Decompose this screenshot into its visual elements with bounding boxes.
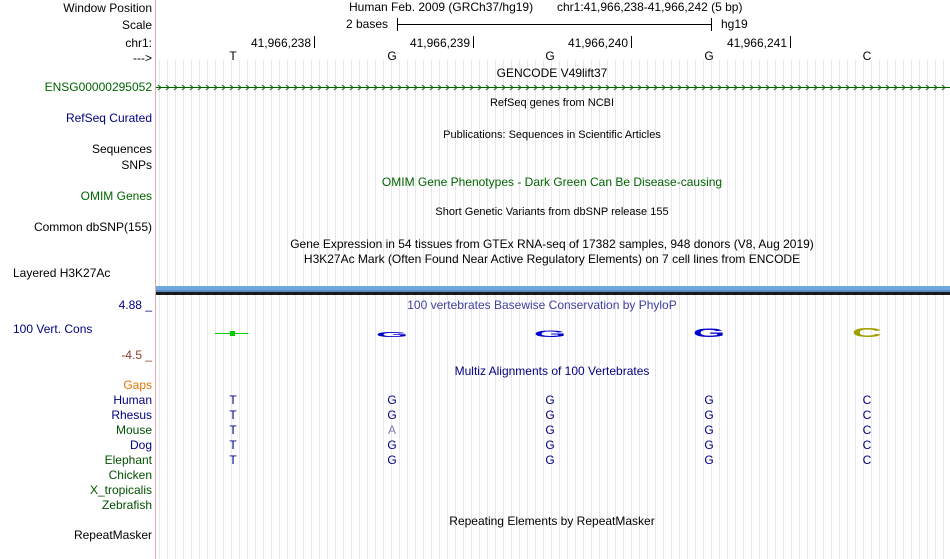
species-label[interactable]: Zebrafish (101, 498, 152, 512)
species-label[interactable]: Elephant (104, 453, 152, 467)
phylop-logo-t-stem (230, 331, 235, 336)
alignment-base: G (545, 438, 555, 452)
alignment-base: C (862, 453, 872, 467)
gaps-label[interactable]: Gaps (123, 378, 152, 392)
phylop-logo-glyph: C (851, 325, 883, 340)
position-title: chr1:41,966,238-41,966,242 (5 bp) (557, 0, 743, 14)
ruler-tick-label: 41,966,240 (567, 36, 628, 50)
species-label[interactable]: Human (113, 393, 152, 407)
species-label[interactable]: X_tropicalis (89, 483, 152, 497)
alignment-base: T (229, 393, 237, 407)
species-label[interactable]: Dog (129, 438, 152, 452)
window-position-label: Window Position (63, 1, 152, 15)
scale-db-text: hg19 (721, 17, 748, 31)
gencode-track-title[interactable]: GENCODE V49lift37 (496, 66, 608, 80)
reference-base: C (862, 49, 872, 63)
ruler-tick-label: 41,966,241 (726, 36, 787, 50)
phylop-logo-glyph: G (533, 329, 567, 340)
alignment-base: C (862, 408, 872, 422)
layered-h3k27ac-label[interactable]: Layered H3K27Ac (13, 266, 111, 280)
h3k27ac-bar-shadow (156, 290, 950, 292)
alignment-base: G (704, 438, 714, 452)
phylop-logo-glyph: G (375, 330, 409, 339)
omim-track-title[interactable]: OMIM Gene Phenotypes - Dark Green Can Be Disease-causing (381, 175, 723, 189)
sequences-label[interactable]: Sequences (91, 142, 152, 156)
alignment-base: G (704, 408, 714, 422)
track-labels-column (0, 0, 156, 559)
alignment-base: T (229, 453, 237, 467)
repeatmasker-track-title[interactable]: Repeating Elements by RepeatMasker (449, 514, 655, 528)
species-label[interactable]: Rhesus (111, 408, 152, 422)
phylop-track-title[interactable]: 100 vertebrates Basewise Conservation by PhyloP (407, 298, 677, 312)
scale-label: Scale (121, 18, 152, 32)
refseq-track-title[interactable]: RefSeq genes from NCBI (489, 97, 615, 109)
refseq-curated-label[interactable]: RefSeq Curated (65, 111, 152, 125)
alignment-base: T (229, 408, 237, 422)
h3k27ac-track-title[interactable]: H3K27Ac Mark (Often Found Near Active Regulatory Elements) on 7 cell lines from ENCODE (303, 252, 801, 266)
alignment-base: G (545, 453, 555, 467)
gtex-track-title[interactable]: Gene Expression in 54 tissues from GTEx RNA-seq of 17382 samples, 948 donors (V8, Aug 2019) (290, 237, 814, 251)
alignment-base: G (704, 393, 714, 407)
alignment-base: T (229, 423, 237, 437)
repeatmasker-label[interactable]: RepeatMasker (73, 528, 152, 542)
gencode-gene-label[interactable]: ENSG00000295052 (44, 80, 152, 94)
alignment-base: G (387, 408, 397, 422)
phylop-logo-glyph: G (692, 326, 726, 340)
chrom-label: chr1: (125, 36, 152, 50)
dbsnp-track-title[interactable]: Short Genetic Variants from dbSNP release 155 (435, 206, 669, 218)
h3k27ac-baseline (156, 292, 950, 295)
alignment-base: G (545, 408, 555, 422)
cons-min-label: -4.5 _ (121, 348, 152, 362)
assembly-title: Human Feb. 2009 (GRCh37/hg19) (349, 0, 534, 14)
publications-track-title[interactable]: Publications: Sequences in Scientific Articles (443, 129, 661, 141)
alignment-base: G (704, 423, 714, 437)
cons-max-label: 4.88 _ (118, 298, 152, 312)
ruler-tick-label: 41,966,239 (409, 36, 470, 50)
reference-base: G (704, 49, 714, 63)
alignment-base: C (862, 393, 872, 407)
alignment-base: G (387, 453, 397, 467)
reference-base: T (229, 49, 237, 63)
reference-base: G (545, 49, 555, 63)
strand-arrow-label: ---> (133, 51, 152, 65)
species-label[interactable]: Mouse (115, 423, 152, 437)
snps-label[interactable]: SNPs (121, 158, 152, 172)
alignment-base: C (862, 438, 872, 452)
track-data-area[interactable] (156, 0, 950, 559)
scale-bases-text: 2 bases (346, 17, 389, 31)
browser-grid (156, 0, 950, 559)
vert-cons-label[interactable]: 100 Vert. Cons (13, 322, 93, 336)
alignment-base: A (387, 423, 397, 437)
common-dbsnp-label[interactable]: Common dbSNP(155) (33, 220, 152, 234)
omim-genes-label[interactable]: OMIM Genes (80, 189, 152, 203)
species-label[interactable]: Chicken (108, 468, 152, 482)
alignment-base: G (545, 393, 555, 407)
alignment-base: G (704, 453, 714, 467)
reference-base: G (387, 49, 397, 63)
alignment-base: G (387, 393, 397, 407)
alignment-base: G (387, 438, 397, 452)
h3k27ac-bar (156, 286, 950, 290)
ruler-tick-label: 41,966,238 (250, 36, 311, 50)
alignment-base: T (229, 438, 237, 452)
alignment-base: C (862, 423, 872, 437)
alignment-base: G (545, 423, 555, 437)
multiz-track-title[interactable]: Multiz Alignments of 100 Vertebrates (454, 364, 650, 378)
